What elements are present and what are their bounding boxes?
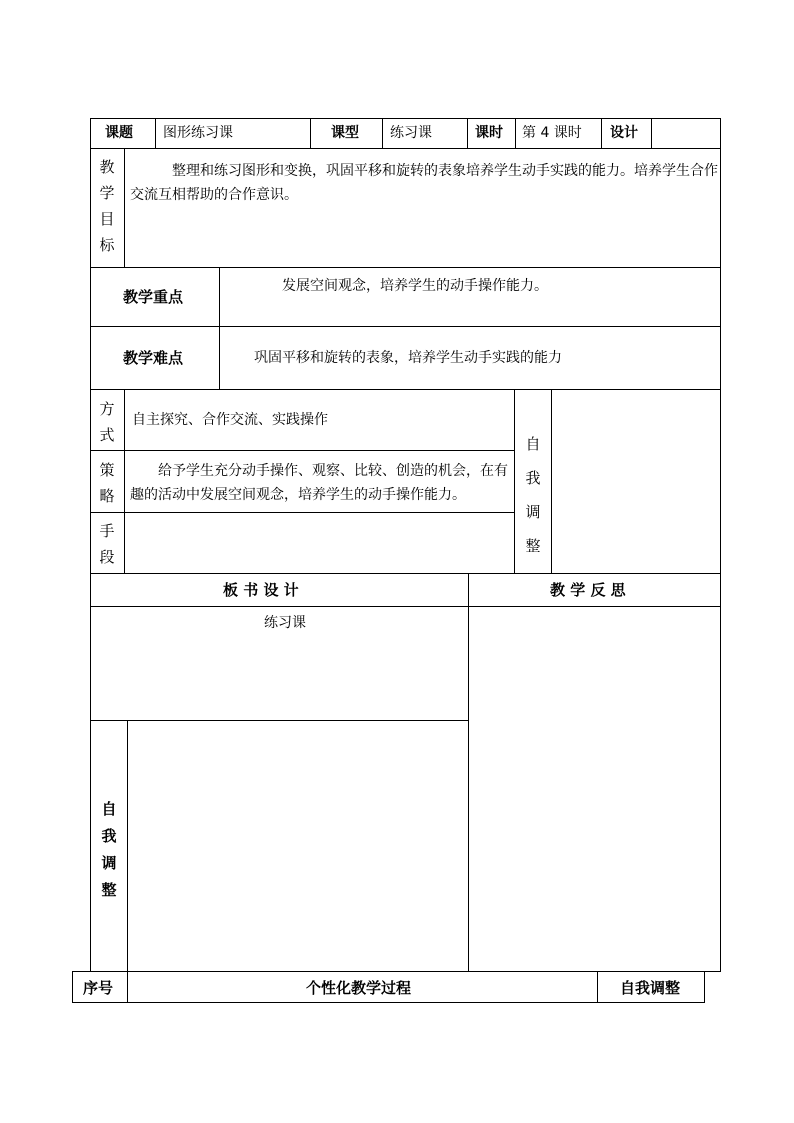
row-divider (90, 389, 721, 390)
means-label: 手 段 (99, 522, 115, 566)
col-divider (127, 720, 128, 972)
design-label: 设计 (610, 125, 638, 141)
row-divider (90, 573, 721, 574)
goals-text: 整理和练习图形和变换，巩固平移和旋转的表象培养学生动手实践的能力。培养学生合作交流互相帮助的合作意识。 (130, 163, 718, 203)
topic-value: 图形练习课 (163, 125, 233, 141)
strategy-label: 策 略 (99, 461, 115, 505)
col-divider (514, 389, 515, 573)
goals-label: 教 学 目 标 (99, 158, 115, 254)
col-divider (382, 118, 383, 148)
difficulty-label: 教学难点 (123, 349, 184, 367)
difficulty-text: 巩固平移和旋转的表象，培养学生动手实践的能力 (254, 350, 562, 366)
col-divider (601, 118, 602, 148)
row-divider (90, 606, 721, 607)
row-divider (90, 512, 514, 513)
row-divider (90, 450, 514, 451)
topic-label: 课题 (105, 125, 133, 141)
adjust-label: 自我调整 (620, 979, 681, 997)
self-adjust-right-label: 自 我 调 整 (525, 435, 541, 555)
period-value: 第 4 课时 (522, 125, 582, 141)
col-divider (651, 118, 652, 148)
key-point-label: 教学重点 (123, 288, 184, 306)
board-design-label: 板 书 设 计 (223, 581, 299, 599)
col-divider (124, 389, 125, 573)
col-divider (219, 267, 220, 389)
process-label: 个性化教学过程 (306, 979, 412, 997)
row-divider (90, 148, 721, 149)
col-divider (127, 971, 128, 1003)
col-divider (310, 118, 311, 148)
col-divider (467, 118, 468, 148)
period-label: 课时 (475, 125, 503, 141)
row-divider (90, 267, 721, 268)
board-content: 练习课 (264, 615, 306, 631)
row-divider (90, 720, 468, 721)
col-divider (468, 573, 469, 972)
reflection-label: 教 学 反 思 (550, 581, 626, 599)
method-label: 方 式 (99, 400, 115, 444)
row-divider (90, 326, 721, 327)
method-text: 自主探究、合作交流、实践操作 (132, 412, 328, 428)
lesson-plan-table (90, 118, 721, 972)
col-divider (124, 148, 125, 267)
col-divider (515, 118, 516, 148)
key-point-text: 发展空间观念，培养学生的动手操作能力。 (282, 278, 548, 294)
col-divider (597, 971, 598, 1003)
self-adjust-left-label: 自 我 调 整 (101, 800, 117, 899)
type-label: 课型 (331, 125, 359, 141)
seq-label: 序号 (83, 979, 114, 997)
col-divider (551, 389, 552, 573)
type-value: 练习课 (390, 125, 432, 141)
strategy-text: 给予学生充分动手操作、观察、比较、创造的机会，在有趣的活动中发展空间观念，培养学生的动手操作能力。 (130, 463, 508, 503)
col-divider (155, 118, 156, 148)
